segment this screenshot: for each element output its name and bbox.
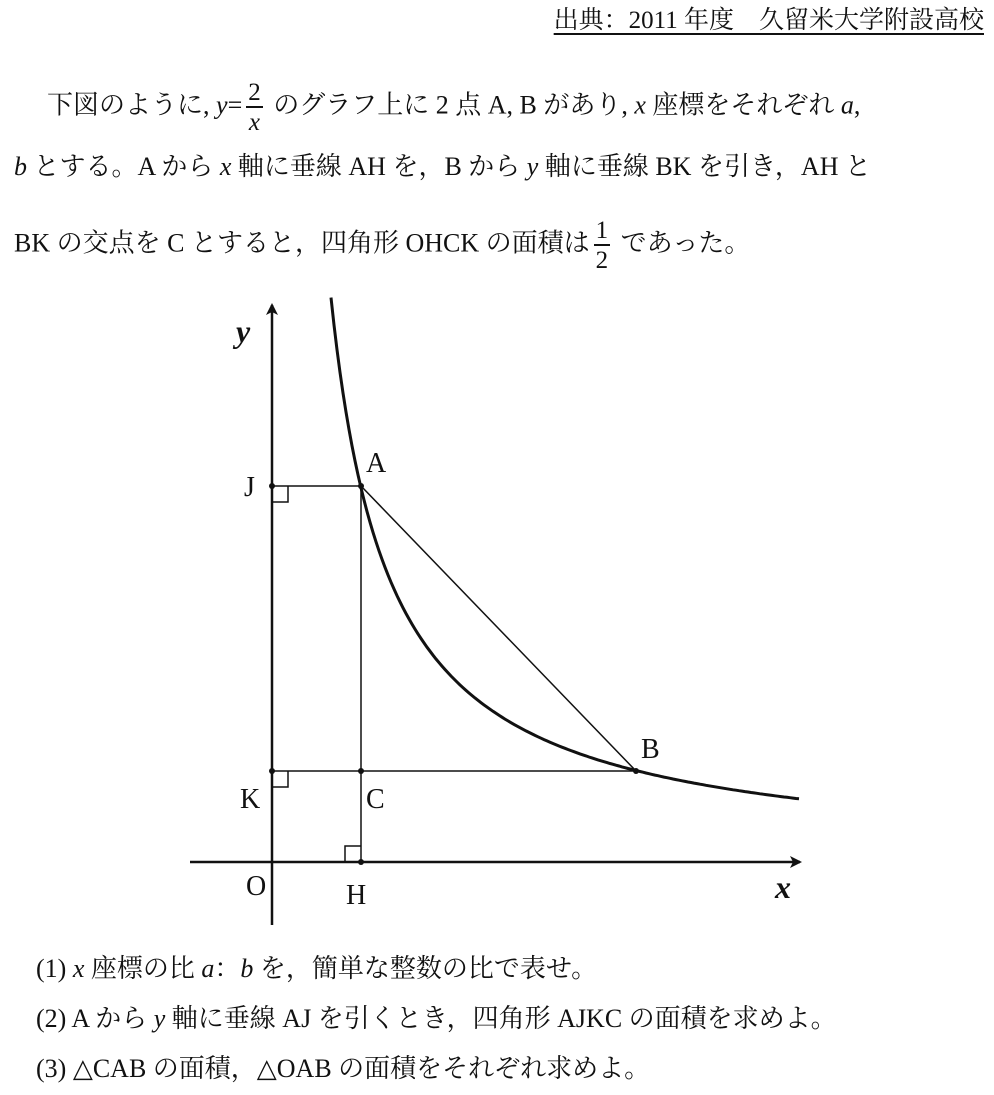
right-angle-mark-J — [272, 486, 288, 502]
label-K: K — [240, 784, 261, 815]
text: 下図のように, — [47, 90, 217, 120]
equals: = — [227, 90, 243, 120]
text: , — [853, 90, 861, 120]
question-number: (2) — [36, 1004, 67, 1033]
var-y: y — [153, 1004, 166, 1033]
var-b: b — [14, 152, 27, 181]
point-B — [633, 768, 639, 774]
denominator: 2 — [595, 247, 609, 274]
var-y: y — [216, 90, 228, 120]
point-K — [269, 768, 275, 774]
text: ： — [214, 954, 241, 983]
question-3 — [36, 1056, 650, 1082]
source-citation: 出典：2011 年度 久留米大学附設高校 — [553, 7, 984, 34]
text: のグラフ上に 2 点 A, B があり, — [266, 90, 635, 120]
label-C: C — [366, 784, 385, 815]
var-x: x — [72, 954, 85, 983]
text: であった。 — [614, 228, 751, 258]
text: A から — [66, 1004, 154, 1033]
text: △CAB の面積，△OAB の面積をそれぞれ求めよ。 — [66, 1054, 651, 1083]
label-y-axis: y — [236, 313, 251, 349]
var-a: a — [201, 954, 215, 983]
label-B: B — [641, 734, 660, 765]
label-O: O — [246, 871, 267, 902]
var-a: a — [840, 90, 854, 120]
point-C — [358, 768, 364, 774]
var-x: x — [634, 90, 646, 120]
var-y: y — [526, 152, 539, 181]
var-b: b — [240, 954, 254, 983]
text: とする。A から — [27, 152, 220, 181]
point-A — [358, 483, 364, 489]
text: 座標をそれぞれ — [645, 90, 841, 120]
text: 軸に垂線 AH を，B から — [231, 152, 527, 181]
text: 軸に垂線 BK を引き，AH と — [538, 152, 871, 181]
question-number: (3) — [36, 1054, 67, 1083]
point-H — [358, 859, 364, 865]
text: を，簡単な整数の比で表せ。 — [253, 954, 598, 983]
text: 軸に垂線 AJ を引くとき，四角形 AJKC の面積を求めよ。 — [165, 1004, 837, 1033]
numerator: 1 — [595, 217, 609, 244]
question-1 — [36, 956, 597, 982]
point-J — [269, 483, 275, 489]
text: 座標の比 — [84, 954, 202, 983]
denominator: x — [248, 109, 261, 136]
var-x: x — [219, 152, 232, 181]
question-2 — [36, 1006, 837, 1032]
label-J: J — [244, 472, 255, 503]
hyperbola-curve — [331, 298, 799, 799]
right-angle-mark-K — [272, 771, 288, 787]
text: BK の交点を C とすると，四角形 OHCK の面積は — [14, 228, 590, 258]
question-number: (1) — [36, 954, 67, 983]
label-H: H — [346, 880, 367, 911]
numerator: 2 — [248, 79, 261, 106]
label-x-axis: x — [775, 869, 791, 905]
right-angle-mark-H — [345, 846, 361, 862]
segment-AB — [361, 486, 636, 771]
label-A: A — [366, 448, 387, 479]
